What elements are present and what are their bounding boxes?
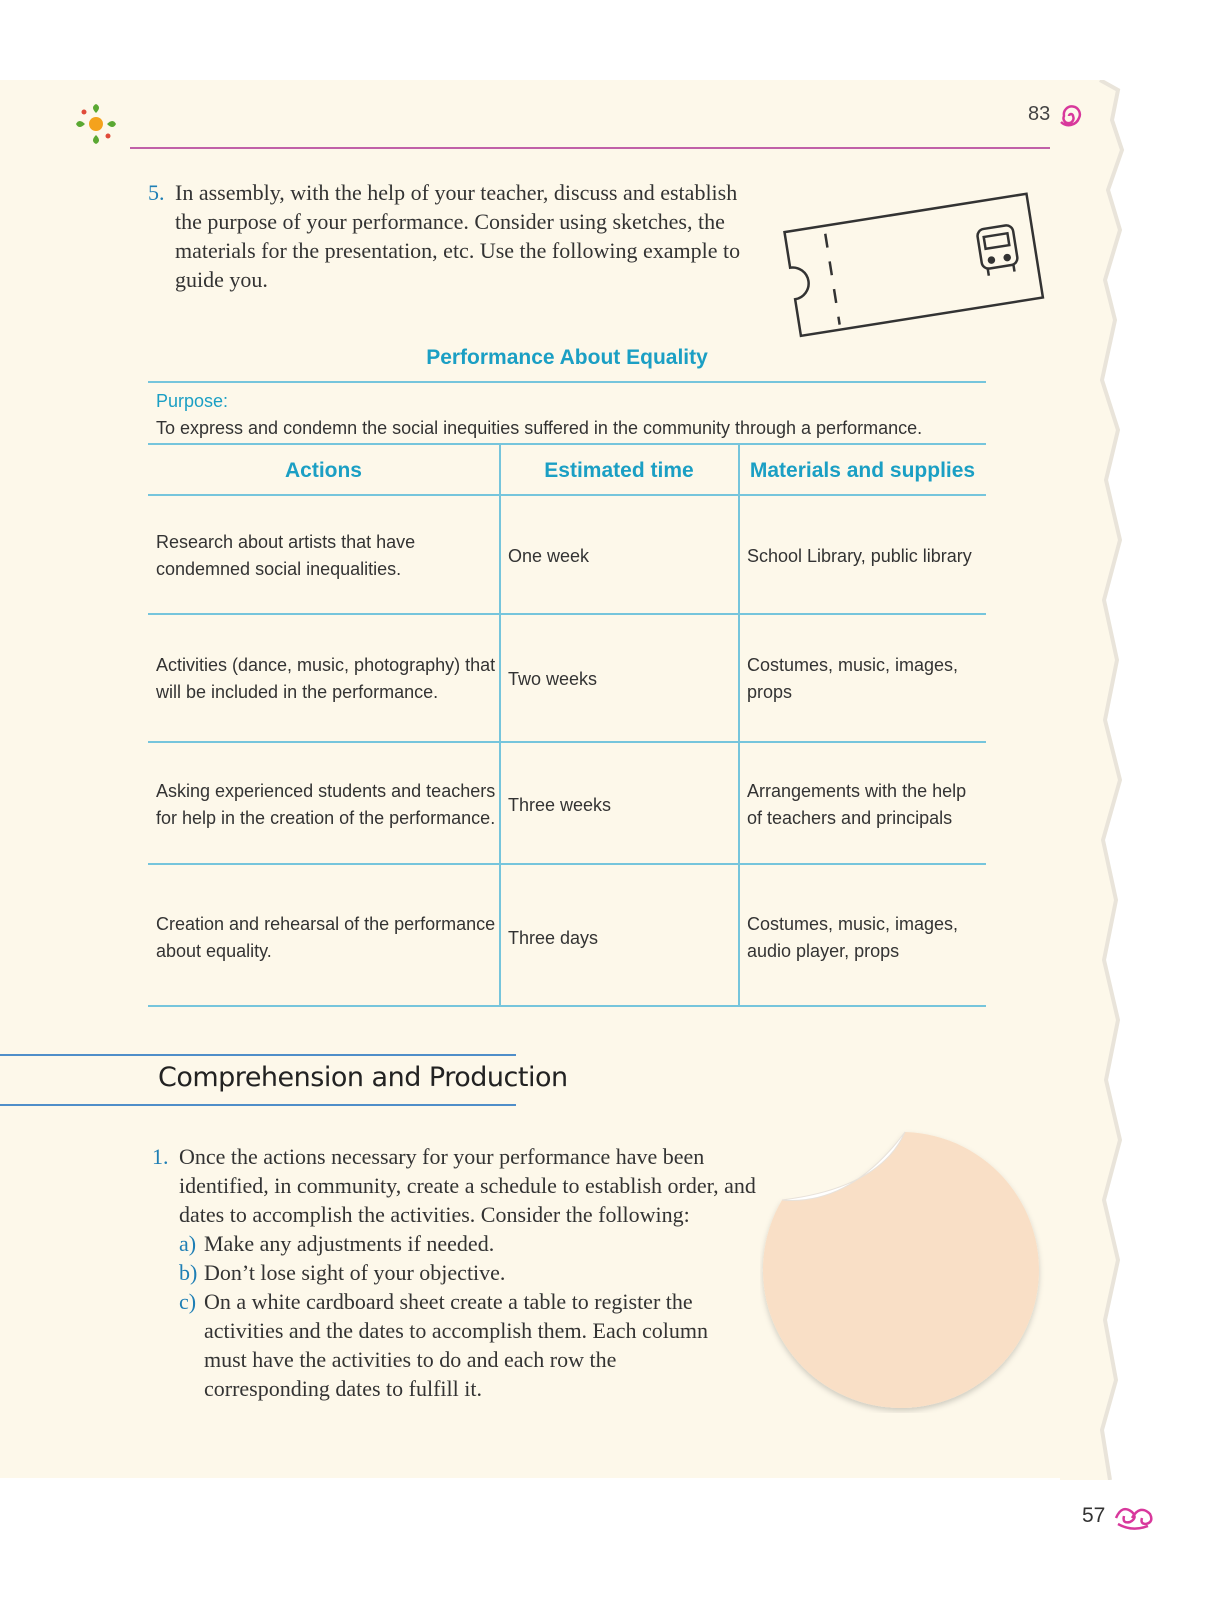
row-1-action: Research about artists that have condemned social inequalities.: [156, 532, 416, 579]
row-1-time: One week: [508, 546, 590, 566]
list-item: [179, 1258, 762, 1287]
question-5: [148, 178, 748, 294]
row-3-materials: Arrangements with the help of teachers and principals: [747, 781, 967, 828]
table-rule: [148, 741, 986, 743]
question-5-number: 5.: [148, 180, 165, 205]
purpose-text: To express and condemn the social inequities suffered in the community through a performance.: [156, 418, 923, 438]
row-4-materials: Costumes, music, images, audio player, props: [747, 914, 959, 961]
question-5-text: In assembly, with the help of your teacher, discuss and establish the purpose of your performance. Consider using sketches, the materials for the presentation, etc. Use the following example to guide you.: [175, 180, 741, 292]
row-2-action: Activities (dance, music, photography) that will be included in the performance.: [156, 655, 496, 702]
row-1-materials: School Library, public library: [747, 546, 972, 566]
row-2-time: Two weeks: [508, 669, 598, 689]
header-page-number: 83: [1028, 103, 1051, 125]
header-estimated-time: Estimated time: [544, 459, 694, 482]
torn-paper-edge: [1060, 80, 1140, 1480]
row-3-time: Three weeks: [508, 795, 612, 815]
question-1: [152, 1142, 762, 1403]
table-rule: [148, 1005, 986, 1007]
column-divider: [499, 443, 501, 1006]
table-rule: [148, 613, 986, 615]
row-4-action: Creation and rehearsal of the performance about equality.: [156, 914, 496, 961]
table-rule: [148, 381, 986, 383]
footer-page-number: 57: [1082, 1504, 1106, 1527]
question-1-number: 1.: [152, 1144, 169, 1169]
table-title: Performance About Equality: [426, 346, 708, 369]
table-rule: [148, 494, 986, 496]
pink-swirl-icon: [1058, 100, 1084, 132]
column-divider: [738, 443, 740, 1006]
list-item-letter: c): [179, 1289, 197, 1314]
row-3-action: Asking experienced students and teachers for help in the creation of the performance.: [156, 781, 496, 828]
pink-swirl-icon: [1112, 1500, 1158, 1532]
list-item-text: On a white cardboard sheet create a table to register the activities and the dates to accomplish them. Each column must have the activities to do and each row the corresponding dates to fulfill it.: [204, 1289, 709, 1401]
header-actions: Actions: [284, 459, 362, 482]
list-item-text: Make any adjustments if needed.: [204, 1231, 495, 1256]
section-title: Comprehension and Production: [158, 1062, 568, 1093]
list-item-letter: a): [179, 1231, 197, 1256]
row-2-materials: Costumes, music, images, props: [747, 655, 959, 702]
community-flower-logo-icon: [72, 100, 124, 148]
header-materials: Materials and supplies: [749, 459, 976, 482]
peeling-sticker-icon: [760, 1128, 1045, 1413]
list-item: [179, 1229, 762, 1258]
question-1-text: Once the actions necessary for your performance have been identified, in community, create a schedule to establish order, and dates to accomplish the activities. Consider the following:: [179, 1144, 756, 1227]
list-item: [179, 1287, 719, 1403]
bus-ticket-icon: [780, 172, 1050, 342]
list-item-letter: b): [179, 1260, 198, 1285]
table-rule: [148, 863, 986, 865]
table-rule: [148, 443, 986, 445]
header-rule: [130, 147, 1050, 149]
row-4-time: Three days: [508, 928, 599, 948]
list-item-text: Don’t lose sight of your objective.: [204, 1260, 506, 1285]
purpose-label: Purpose:: [156, 391, 229, 411]
